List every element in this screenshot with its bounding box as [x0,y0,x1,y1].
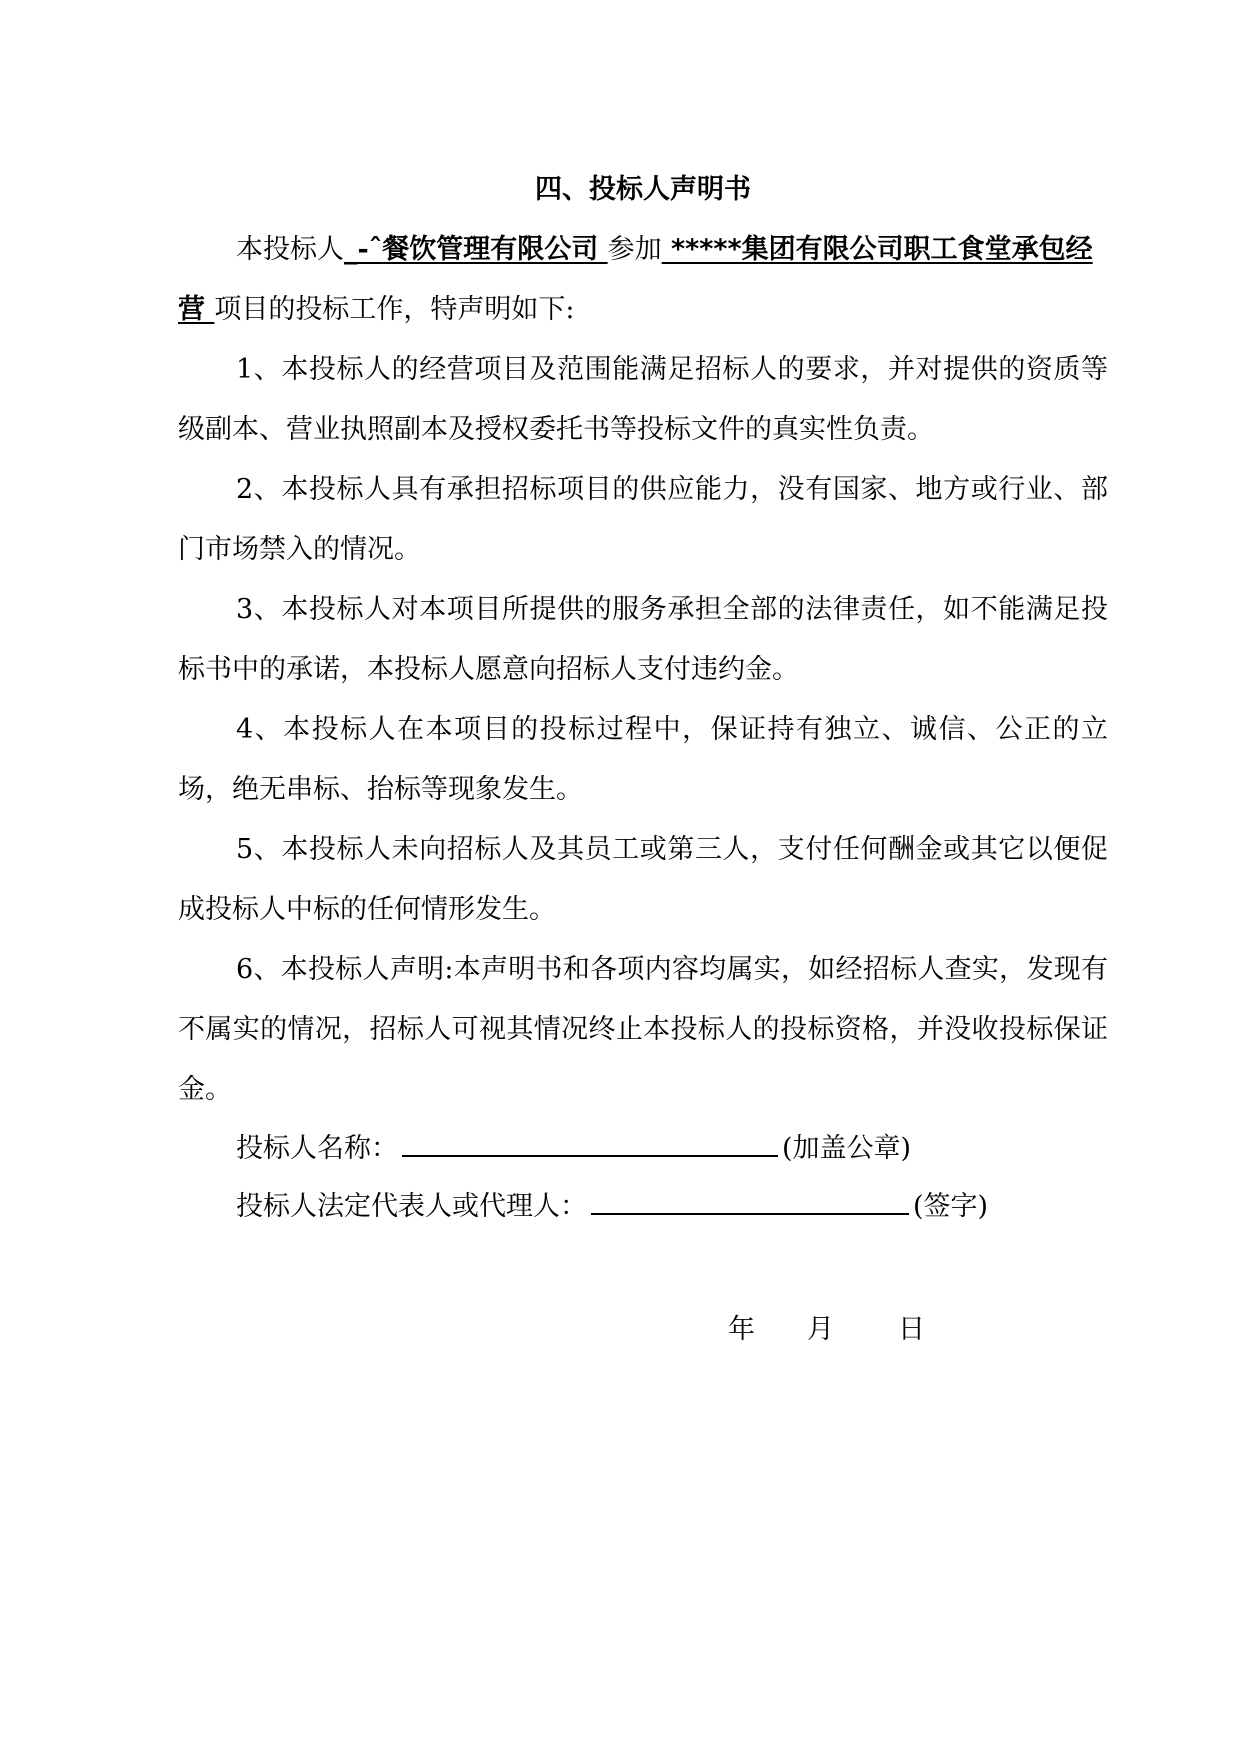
intro-suffix: 项目的投标工作，特声明如下: [214,294,575,325]
date-year: 年 [728,1314,755,1345]
date-line [728,1310,925,1350]
clause-5: 5、本投标人未向招标人及其员工或第三人，支付任何酬金或其它以便促成投标人中标的任何情形发生。 [178,834,1108,925]
bidder-name-filled [344,234,608,265]
intro-join: 参加 [607,234,662,265]
signature-note: (签字) [913,1191,989,1222]
bidder-prefix-mark: _-ˆ [344,234,383,265]
clause-2: 2、本投标人具有承担招标项目的供应能力，没有国家、地方或行业、部门市场禁入的情况。 [178,474,1108,565]
intro-paragraph [178,220,1108,340]
intro-prefix: 本投标人 [236,234,344,265]
declaration-document [178,160,1108,1236]
representative-blank[interactable] [591,1212,909,1215]
representative-label: 投标人法定代表人或代理人： [236,1191,587,1222]
clause-1: 1、本投标人的经营项目及范围能满足招标人的要求，并对提供的资质等级副本、营业执照副本及授权委托书等投标文件的真实性负责。 [178,354,1108,445]
clause-3: 3、本投标人对本项目所提供的服务承担全部的法律责任，如不能满足投标书中的承诺，本投标人愿意向招标人支付违约金。 [178,594,1108,685]
bidder-name-blank[interactable] [402,1154,778,1157]
seal-note: (加盖公章) [782,1133,912,1164]
document-title: 四、投标人声明书 [535,174,751,205]
date-day: 日 [898,1314,925,1345]
date-month: 月 [807,1314,834,1345]
project-name-filled: *****集团有限公司职工食堂承包经营 [178,234,1093,325]
bidder-name-label: 投标人名称： [236,1133,398,1164]
bidder-name-text: 餐饮管理有限公司 [382,234,608,265]
clause-6: 6、本投标人声明:本声明书和各项内容均属实，如经招标人查实，发现有不属实的情况，招标人可视其情况终止本投标人的投标资格，并没收投标保证金。 [178,954,1108,1105]
bidder-name-line [178,1120,1108,1178]
clause-4: 4、本投标人在本项目的投标过程中，保证持有独立、诚信、公正的立场，绝无串标、抬标等现象发生。 [178,714,1108,805]
representative-line [178,1178,1108,1236]
